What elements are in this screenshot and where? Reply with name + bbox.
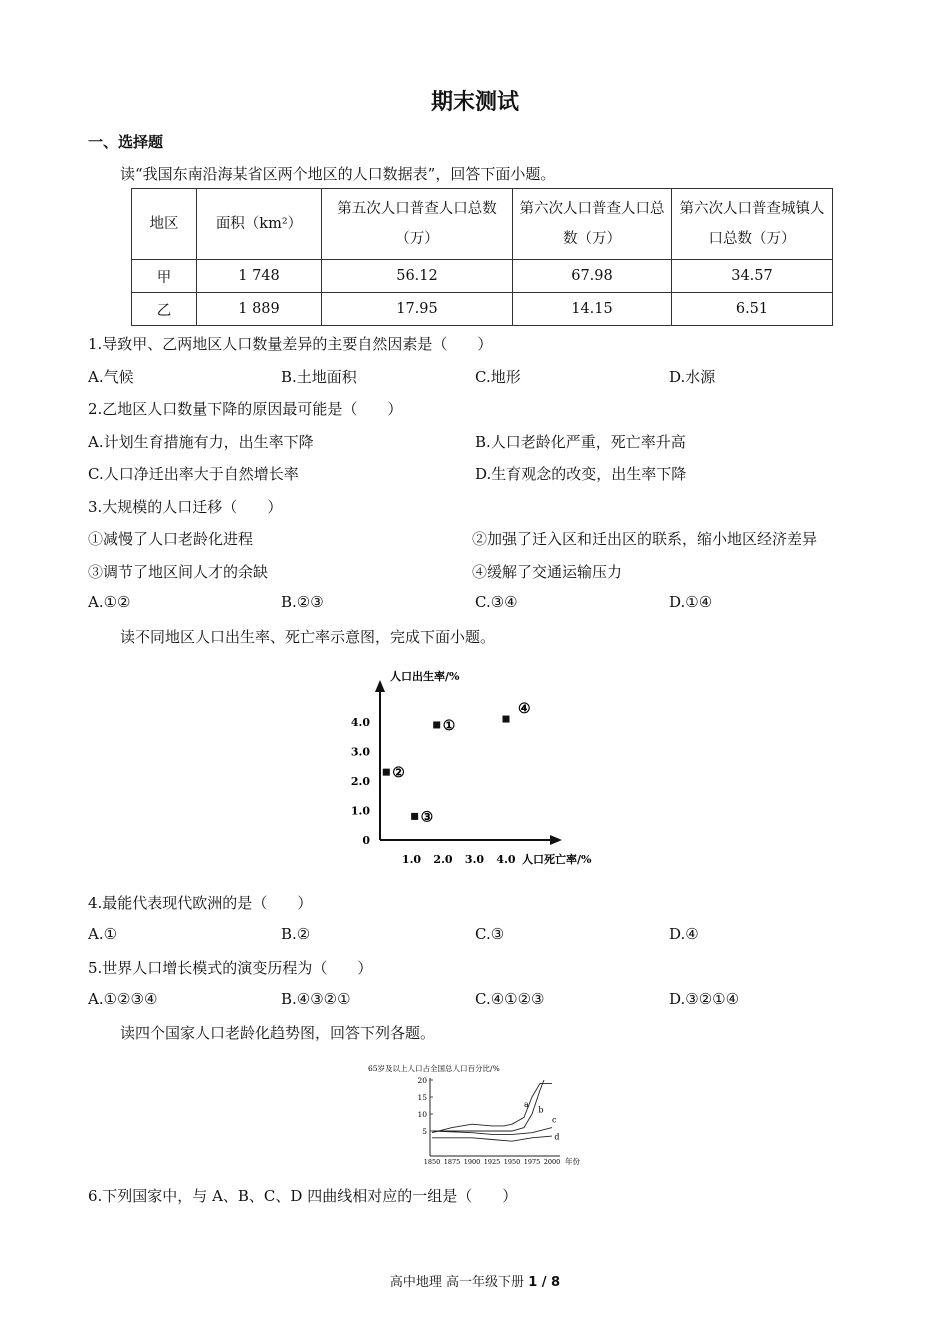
q3-option-d[interactable]: D.①④ — [669, 593, 713, 611]
q2-option-b[interactable]: B.人口老龄化严重，死亡率升高 — [475, 433, 686, 451]
intro-text-2: 读不同地区人口出生率、死亡率示意图，完成下面小题。 — [120, 628, 496, 646]
q1-option-b[interactable]: B.土地面积 — [281, 368, 357, 386]
scatter-y-tick-label: 0 — [362, 834, 370, 847]
aging-y-axis-label: 65岁及以上人口占全国总人口百分比/% — [368, 1064, 500, 1073]
q1-option-c[interactable]: C.地形 — [475, 368, 521, 386]
q3-option-c[interactable]: C.③④ — [475, 593, 518, 611]
question-3-stem: 3.大规模的人口迁移（ ） — [88, 498, 283, 516]
q5-option-c[interactable]: C.④①②③ — [475, 990, 545, 1008]
table-header-cell: 第六次人口普查城镇人口总数（万） — [672, 189, 833, 260]
table-cell: 甲 — [132, 260, 197, 293]
scatter-y-tick-label: 1.0 — [350, 804, 370, 818]
q3-option-b[interactable]: B.②③ — [281, 593, 324, 611]
table-cell: 乙 — [132, 293, 197, 326]
section-heading: 一、选择题 — [88, 133, 164, 151]
aging-curve-label: c — [552, 1115, 557, 1125]
page-footer — [0, 1271, 950, 1290]
scatter-x-tick-label: 4.0 — [496, 853, 516, 866]
table-cell: 1 748 — [197, 260, 322, 293]
scatter-y-arrow — [375, 680, 385, 692]
aging-x-tick-label: 1850 — [423, 1158, 441, 1166]
page-title: 期末测试 — [430, 90, 519, 115]
aging-y-tick-label: 15 — [417, 1093, 427, 1102]
question-2-stem: 2.乙地区人口数量下降的原因最可能是（ ） — [88, 400, 403, 418]
table-cell: 17.95 — [322, 293, 513, 326]
aging-x-tick-label: 1975 — [523, 1158, 541, 1166]
scatter-x-tick-label: 2.0 — [433, 853, 453, 866]
intro-text-3: 读四个国家人口老龄化趋势图，回答下列各题。 — [120, 1024, 436, 1042]
aging-x-axis-label: 年份 — [565, 1157, 580, 1166]
question-1-stem: 1.导致甲、乙两地区人口数量差异的主要自然因素是（ ） — [88, 335, 493, 353]
table-cell: 56.12 — [322, 260, 513, 293]
scatter-y-tick-label: 2.0 — [350, 775, 370, 788]
q1-option-d[interactable]: D.水源 — [669, 368, 716, 386]
q3-statement-2: ②加强了迁入区和迁出区的联系，缩小地区经济差异 — [472, 530, 818, 548]
footer-text: 高中地理 高一年级下册 — [389, 1275, 529, 1290]
scatter-point-label: ② — [392, 765, 405, 782]
scatter-x-tick-label: 1.0 — [401, 853, 422, 866]
scatter-point — [411, 813, 418, 820]
scatter-point-label: ① — [442, 717, 456, 734]
table-cell: 14.15 — [513, 293, 672, 326]
table-header-row — [132, 189, 833, 260]
population-table — [131, 188, 833, 326]
scatter-point — [503, 716, 510, 723]
q3-option-a[interactable]: A.①② — [88, 593, 131, 611]
q3-statement-1: ①减慢了人口老龄化进程 — [88, 530, 254, 548]
table-row — [132, 293, 833, 326]
aging-x-tick-label: 1925 — [483, 1158, 501, 1166]
scatter-x-tick-label: 3.0 — [464, 853, 485, 866]
aging-x-tick-label: 2000 — [543, 1158, 561, 1166]
table-cell: 1 889 — [197, 293, 322, 326]
table-header-cell: 地区 — [132, 189, 197, 260]
q5-option-a[interactable]: A.①②③④ — [88, 990, 158, 1008]
q2-option-a[interactable]: A.计划生育措施有力，出生率下降 — [88, 433, 314, 451]
table-cell: 6.51 — [672, 293, 833, 326]
scatter-point-label: ④ — [518, 701, 531, 718]
aging-series-line — [432, 1136, 552, 1141]
q1-option-a[interactable]: A.气候 — [88, 368, 134, 386]
aging-trend-chart — [360, 1058, 600, 1173]
page-number: 1 / 8 — [528, 1275, 561, 1290]
q3-statement-3: ③调节了地区间人才的余缺 — [88, 563, 269, 581]
scatter-y-tick-label: 3.0 — [350, 745, 370, 759]
scatter-x-arrow — [550, 835, 562, 845]
q4-option-c[interactable]: C.③ — [475, 925, 505, 943]
scatter-point-label: ③ — [420, 809, 434, 826]
table-header-cell: 第六次人口普查人口总数（万） — [513, 189, 672, 260]
table-cell: 67.98 — [513, 260, 672, 293]
q2-option-c[interactable]: C.人口净迁出率大于自然增长率 — [88, 465, 299, 483]
intro-text-1: 读“我国东南沿海某省区两个地区的人口数据表”，回答下面小题。 — [120, 165, 556, 183]
q4-option-b[interactable]: B.② — [281, 925, 311, 943]
birth-death-rate-chart — [340, 660, 620, 875]
table-header-cell: 第五次人口普查人口总数（万） — [322, 189, 513, 260]
table-cell: 34.57 — [672, 260, 833, 293]
aging-curve-label: d — [554, 1132, 560, 1142]
table-row — [132, 260, 833, 293]
aging-y-tick-label: 5 — [422, 1127, 427, 1136]
aging-y-tick-label: 20 — [417, 1076, 427, 1085]
scatter-point — [433, 721, 440, 728]
q5-option-d[interactable]: D.③②①④ — [669, 990, 740, 1008]
question-5-stem: 5.世界人口增长模式的演变历程为（ ） — [88, 959, 373, 977]
scatter-y-tick-label: 4.0 — [350, 716, 370, 729]
aging-curve-label: b — [538, 1105, 544, 1115]
aging-x-tick-label: 1950 — [503, 1158, 521, 1166]
q3-statement-4: ④缓解了交通运输压力 — [472, 563, 623, 581]
aging-x-tick-label: 1875 — [443, 1158, 461, 1166]
q5-option-b[interactable]: B.④③②① — [281, 990, 351, 1008]
q4-option-a[interactable]: A.① — [88, 925, 118, 943]
scatter-x-axis-label: 人口死亡率/% — [522, 853, 592, 866]
q4-option-d[interactable]: D.④ — [669, 925, 699, 943]
aging-x-tick-label: 1900 — [463, 1158, 481, 1166]
aging-y-tick-label: 10 — [417, 1110, 427, 1119]
question-6-stem: 6.下列国家中，与 A、B、C、D 四曲线相对应的一组是（ ） — [88, 1187, 518, 1205]
scatter-y-axis-label: 人口出生率/% — [390, 670, 460, 683]
aging-curve-label: a — [524, 1100, 529, 1110]
question-4-stem: 4.最能代表现代欧洲的是（ ） — [88, 894, 313, 912]
scatter-point — [383, 769, 390, 776]
q2-option-d[interactable]: D.生育观念的改变，出生率下降 — [475, 465, 687, 483]
table-header-cell: 面积（km²） — [197, 189, 322, 260]
